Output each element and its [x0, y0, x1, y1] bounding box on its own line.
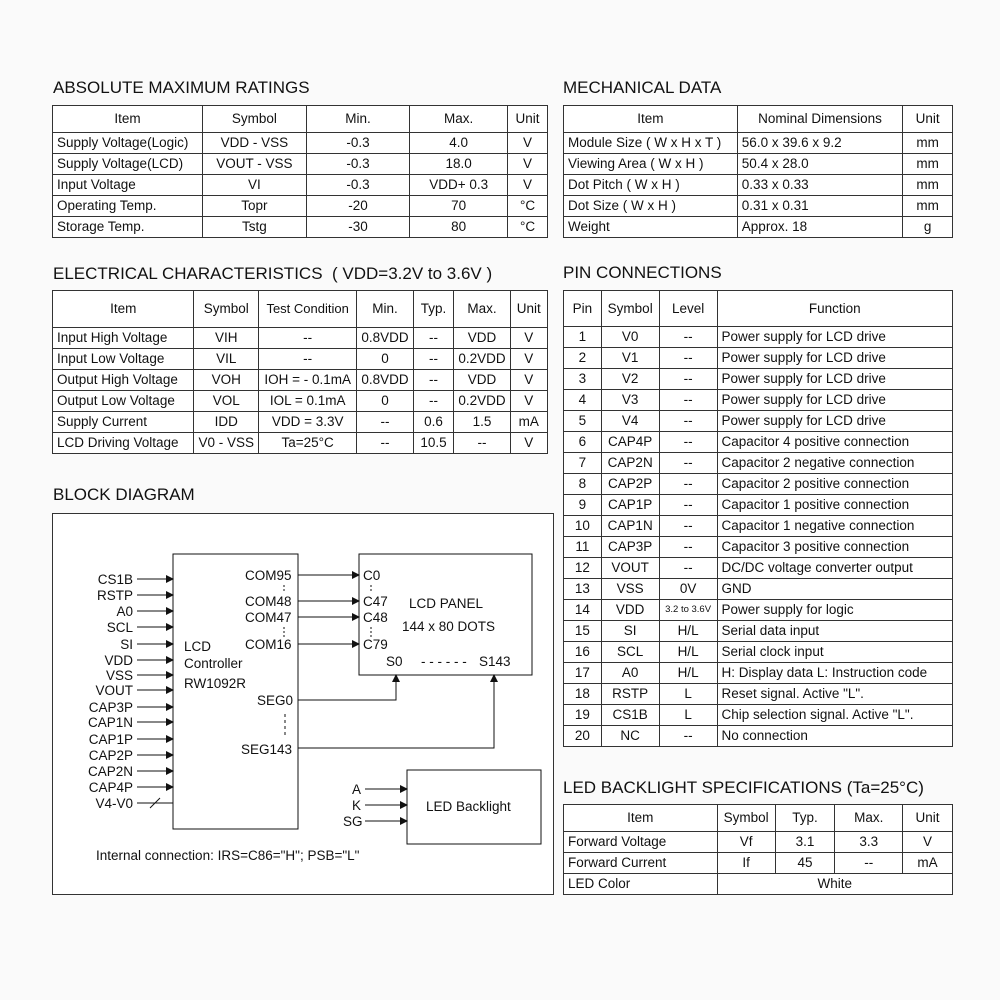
table-row	[564, 432, 953, 453]
cell: IOL = 0.1mA	[258, 391, 356, 412]
cell: 5	[564, 411, 602, 432]
cell: Vf	[717, 832, 775, 853]
cell: Viewing Area ( W x H )	[564, 154, 738, 175]
cell: VDD	[601, 600, 659, 621]
cell: 0V	[659, 579, 717, 600]
cell: Capacitor 1 positive connection	[717, 495, 952, 516]
cell: 15	[564, 621, 602, 642]
cell: No connection	[717, 726, 952, 747]
cell: RSTP	[601, 684, 659, 705]
cell: V	[510, 433, 547, 454]
cell: Power supply for LCD drive	[717, 369, 952, 390]
header-item: Item	[53, 106, 203, 133]
cell: Chip selection signal. Active "L".	[717, 705, 952, 726]
header-unit: Unit	[903, 106, 953, 133]
input-label-cap2n: CAP2N	[87, 764, 133, 779]
backlight-table	[563, 804, 953, 895]
header-min: Min.	[357, 291, 413, 328]
cell: 2	[564, 348, 602, 369]
table-row	[564, 579, 953, 600]
table-row	[564, 369, 953, 390]
header-max: Max.	[410, 106, 508, 133]
input-label-cap1p: CAP1P	[88, 732, 133, 747]
cell: 0.33 x 0.33	[737, 175, 902, 196]
cell: 11	[564, 537, 602, 558]
cell: H/L	[659, 621, 717, 642]
cell: V	[508, 154, 548, 175]
table-row	[53, 328, 548, 349]
header-item: Item	[564, 106, 738, 133]
cell: CAP2P	[601, 474, 659, 495]
cell: 0.31 x 0.31	[737, 196, 902, 217]
electrical-title-wrap	[53, 264, 492, 284]
cell: CAP1N	[601, 516, 659, 537]
com16-label: COM16	[245, 637, 292, 652]
cell: 45	[775, 853, 835, 874]
cell: Capacitor 2 positive connection	[717, 474, 952, 495]
cell: 0.8VDD	[357, 370, 413, 391]
cell: V	[510, 391, 547, 412]
cell: 3.2 to 3.6V	[659, 600, 717, 621]
backlight-pin-k: K	[352, 798, 362, 813]
cell: --	[659, 474, 717, 495]
cell: 14	[564, 600, 602, 621]
table-row	[564, 558, 953, 579]
cell: 13	[564, 579, 602, 600]
cell: mm	[903, 196, 953, 217]
input-signals	[88, 572, 173, 811]
table-header-row	[564, 805, 953, 832]
cell: CAP4P	[601, 432, 659, 453]
cell: CAP2N	[601, 453, 659, 474]
table-row	[564, 196, 953, 217]
cell: Power supply for LCD drive	[717, 411, 952, 432]
cell: 20	[564, 726, 602, 747]
led-backlight-label: LED Backlight	[426, 799, 511, 814]
table-header-row	[53, 291, 548, 328]
cell: V2	[601, 369, 659, 390]
header-item: Item	[53, 291, 194, 328]
header-min: Min.	[306, 106, 409, 133]
cell: Supply Voltage(LCD)	[53, 154, 203, 175]
cell: 9	[564, 495, 602, 516]
cell: Module Size ( W x H x T )	[564, 133, 738, 154]
table-row	[53, 175, 548, 196]
cell: V3	[601, 390, 659, 411]
header-unit: Unit	[903, 805, 953, 832]
input-label-a0: A0	[116, 604, 133, 619]
input-label-cap2p: CAP2P	[88, 748, 133, 763]
input-label-vdd: VDD	[104, 653, 133, 668]
panel-title: LCD PANEL	[409, 596, 484, 611]
cell: VSS	[601, 579, 659, 600]
cell: --	[659, 495, 717, 516]
table-row	[564, 175, 953, 196]
cell: Approx. 18	[737, 217, 902, 238]
cell: VOUT - VSS	[202, 154, 306, 175]
cell: VI	[202, 175, 306, 196]
table-row	[53, 370, 548, 391]
abs-max-table	[52, 105, 548, 238]
backlight-title: LED BACKLIGHT SPECIFICATIONS (Ta=25°C)	[563, 778, 924, 797]
table-row	[564, 133, 953, 154]
cell: If	[717, 853, 775, 874]
cell: SI	[601, 621, 659, 642]
cell: V4	[601, 411, 659, 432]
cell: 10	[564, 516, 602, 537]
table-row	[564, 411, 953, 432]
cell: Reset signal. Active "L".	[717, 684, 952, 705]
cell: 0.6	[413, 412, 454, 433]
cell: 6	[564, 432, 602, 453]
input-label-cap1n: CAP1N	[87, 715, 133, 730]
seg143-label: SEG143	[241, 742, 293, 757]
backlight-pin-sg: SG	[343, 814, 363, 829]
cell: Serial clock input	[717, 642, 952, 663]
pins-table	[563, 290, 953, 747]
table-row	[564, 453, 953, 474]
cell: 8	[564, 474, 602, 495]
table-row	[564, 327, 953, 348]
cell: 56.0 x 39.6 x 9.2	[737, 133, 902, 154]
cell: Weight	[564, 217, 738, 238]
cell: VIH	[194, 328, 259, 349]
cell: 70	[410, 196, 508, 217]
cell: --	[258, 349, 356, 370]
cell: --	[659, 453, 717, 474]
cell: H: Display data L: Instruction code	[717, 663, 952, 684]
table-header-row	[564, 106, 953, 133]
cell: Dot Size ( W x H )	[564, 196, 738, 217]
cell: IOH = - 0.1mA	[258, 370, 356, 391]
cell: Topr	[202, 196, 306, 217]
cell: V	[510, 370, 547, 391]
cell: CAP1P	[601, 495, 659, 516]
input-label-vout: VOUT	[95, 683, 133, 698]
cell: 16	[564, 642, 602, 663]
cell: 10.5	[413, 433, 454, 454]
cell: 0	[357, 391, 413, 412]
cell: 19	[564, 705, 602, 726]
cell: LED Color	[564, 874, 718, 895]
table-row	[53, 217, 548, 238]
controller-label-3: RW1092R	[184, 676, 247, 691]
cell: °C	[508, 217, 548, 238]
cell: LCD Driving Voltage	[53, 433, 194, 454]
panel-dots-count: 144 x 80 DOTS	[402, 619, 496, 634]
cell: 0.2VDD	[454, 349, 510, 370]
cell: Capacitor 3 positive connection	[717, 537, 952, 558]
table-row	[564, 537, 953, 558]
com48-label: COM48	[245, 594, 292, 609]
table-row	[564, 853, 953, 874]
cell: NC	[601, 726, 659, 747]
electrical-title: ELECTRICAL CHARACTERISTICS	[53, 264, 323, 283]
cell: --	[659, 537, 717, 558]
table-row	[564, 663, 953, 684]
table-header-row	[564, 291, 953, 327]
cell: --	[659, 516, 717, 537]
cell: --	[357, 412, 413, 433]
cell: --	[413, 370, 454, 391]
cell: Input High Voltage	[53, 328, 194, 349]
table-row	[564, 154, 953, 175]
cell: V0	[601, 327, 659, 348]
cell: VOH	[194, 370, 259, 391]
table-row	[564, 684, 953, 705]
cell: 4	[564, 390, 602, 411]
header-typ: Typ.	[775, 805, 835, 832]
cell: V	[903, 832, 953, 853]
cell: Tstg	[202, 217, 306, 238]
cell: V	[510, 349, 547, 370]
table-row	[53, 154, 548, 175]
cell: mA	[903, 853, 953, 874]
cell: --	[454, 433, 510, 454]
block-diagram	[52, 513, 554, 895]
cell: VOL	[194, 391, 259, 412]
cell: L	[659, 705, 717, 726]
table-row	[53, 433, 548, 454]
cell: V0 - VSS	[194, 433, 259, 454]
table-row	[564, 516, 953, 537]
cell: Output Low Voltage	[53, 391, 194, 412]
table-row	[53, 133, 548, 154]
cell: VOUT	[601, 558, 659, 579]
com95-label: COM95	[245, 568, 292, 583]
cell: 3.3	[835, 832, 903, 853]
header-max: Max.	[454, 291, 510, 328]
internal-connection-note: Internal connection: IRS=C86="H"; PSB="L"	[96, 848, 360, 863]
block-title: BLOCK DIAGRAM	[53, 485, 195, 504]
cell: 1.5	[454, 412, 510, 433]
cell: --	[659, 327, 717, 348]
cell: °C	[508, 196, 548, 217]
block-diagram-svg	[53, 514, 553, 894]
cell: -30	[306, 217, 409, 238]
table-row	[564, 474, 953, 495]
cell: --	[659, 411, 717, 432]
cell: 0.2VDD	[454, 391, 510, 412]
cell: 3.1	[775, 832, 835, 853]
cell: --	[835, 853, 903, 874]
cell: 18	[564, 684, 602, 705]
cell: --	[258, 328, 356, 349]
cell: --	[413, 349, 454, 370]
cell: mm	[903, 175, 953, 196]
cell: 0.8VDD	[357, 328, 413, 349]
header-symbol: Symbol	[202, 106, 306, 133]
input-label-rstp: RSTP	[96, 588, 133, 603]
panel-c0: C0	[363, 568, 381, 583]
cell: H/L	[659, 663, 717, 684]
table-row	[564, 600, 953, 621]
cell: Supply Voltage(Logic)	[53, 133, 203, 154]
cell: Power supply for LCD drive	[717, 348, 952, 369]
input-label-vss: VSS	[105, 668, 133, 683]
cell: VDD - VSS	[202, 133, 306, 154]
cell: 12	[564, 558, 602, 579]
cell: -0.3	[306, 154, 409, 175]
cell: g	[903, 217, 953, 238]
cell: Forward Current	[564, 853, 718, 874]
com47-label: COM47	[245, 610, 292, 625]
cell: IDD	[194, 412, 259, 433]
cell: H/L	[659, 642, 717, 663]
cell: mA	[510, 412, 547, 433]
cell: 50.4 x 28.0	[737, 154, 902, 175]
table-row	[564, 390, 953, 411]
panel-s0: S0	[386, 654, 403, 669]
cell: VDD	[454, 370, 510, 391]
cell: Power supply for logic	[717, 600, 952, 621]
table-header-row	[53, 106, 548, 133]
header-symbol: Symbol	[717, 805, 775, 832]
cell: -0.3	[306, 175, 409, 196]
backlight-pin-a: A	[352, 782, 362, 797]
cell: 0	[357, 349, 413, 370]
cell: --	[413, 328, 454, 349]
table-row	[53, 391, 548, 412]
electrical-condition: ( VDD=3.2V to 3.6V )	[331, 264, 493, 283]
table-row	[564, 348, 953, 369]
cell: 7	[564, 453, 602, 474]
cell: --	[413, 391, 454, 412]
cell: mm	[903, 133, 953, 154]
cell: Operating Temp.	[53, 196, 203, 217]
panel-c47: C47	[363, 594, 388, 609]
cell: CAP3P	[601, 537, 659, 558]
header-test-condition: Test Condition	[258, 291, 356, 328]
cell: VDD	[454, 328, 510, 349]
cell: L	[659, 684, 717, 705]
mechanical-title: MECHANICAL DATA	[563, 78, 722, 97]
input-label-cap3p: CAP3P	[88, 700, 133, 715]
cell: SCL	[601, 642, 659, 663]
cell: Storage Temp.	[53, 217, 203, 238]
pins-table-body	[564, 327, 953, 747]
table-row	[564, 642, 953, 663]
controller-label-2: Controller	[184, 656, 243, 671]
cell: --	[659, 390, 717, 411]
mechanical-table	[563, 105, 953, 238]
cell: Power supply for LCD drive	[717, 390, 952, 411]
cell: VDD = 3.3V	[258, 412, 356, 433]
seg0-label: SEG0	[257, 693, 294, 708]
cell: V	[508, 175, 548, 196]
panel-c48: C48	[363, 610, 388, 625]
cell: 1	[564, 327, 602, 348]
cell: --	[357, 433, 413, 454]
cell: Forward Voltage	[564, 832, 718, 853]
cell: White	[717, 874, 952, 895]
header-symbol: Symbol	[601, 291, 659, 327]
cell: mm	[903, 154, 953, 175]
cell: DC/DC voltage converter output	[717, 558, 952, 579]
electrical-table	[52, 290, 548, 454]
cell: Capacitor 4 positive connection	[717, 432, 952, 453]
header-function: Function	[717, 291, 952, 327]
cell: VDD+ 0.3	[410, 175, 508, 196]
cell: -20	[306, 196, 409, 217]
table-row	[53, 412, 548, 433]
header-item: Item	[564, 805, 718, 832]
header-unit: Unit	[508, 106, 548, 133]
header-level: Level	[659, 291, 717, 327]
table-row	[564, 705, 953, 726]
table-row	[564, 621, 953, 642]
header-nominal-dimensions: Nominal Dimensions	[737, 106, 902, 133]
cell: GND	[717, 579, 952, 600]
cell: --	[659, 348, 717, 369]
input-label-v4-v0: V4-V0	[95, 796, 133, 811]
cell: Capacitor 2 negative connection	[717, 453, 952, 474]
cell: VIL	[194, 349, 259, 370]
table-row	[53, 196, 548, 217]
cell: 17	[564, 663, 602, 684]
header-max: Max.	[835, 805, 903, 832]
cell: 80	[410, 217, 508, 238]
cell: Input Voltage	[53, 175, 203, 196]
cell: CS1B	[601, 705, 659, 726]
abs-max-title: ABSOLUTE MAXIMUM RATINGS	[53, 78, 310, 97]
panel-dash: - - - - - -	[421, 654, 467, 669]
cell: Power supply for LCD drive	[717, 327, 952, 348]
cell: Dot Pitch ( W x H )	[564, 175, 738, 196]
panel-c79: C79	[363, 637, 388, 652]
header-unit: Unit	[510, 291, 547, 328]
input-label-si: SI	[120, 637, 133, 652]
table-row	[564, 874, 953, 895]
cell: -0.3	[306, 133, 409, 154]
cell: Output High Voltage	[53, 370, 194, 391]
cell: --	[659, 726, 717, 747]
seg0-arrow	[298, 675, 396, 700]
cell: V1	[601, 348, 659, 369]
cell: 4.0	[410, 133, 508, 154]
table-row	[564, 495, 953, 516]
input-label-cap4p: CAP4P	[88, 780, 133, 795]
pins-title: PIN CONNECTIONS	[563, 263, 722, 282]
header-pin: Pin	[564, 291, 602, 327]
cell: Ta=25°C	[258, 433, 356, 454]
header-symbol: Symbol	[194, 291, 259, 328]
table-row	[564, 726, 953, 747]
cell: Capacitor 1 negative connection	[717, 516, 952, 537]
cell: --	[659, 369, 717, 390]
input-label-scl: SCL	[106, 620, 133, 635]
cell: Serial data input	[717, 621, 952, 642]
cell: 3	[564, 369, 602, 390]
cell: Supply Current	[53, 412, 194, 433]
table-row	[564, 217, 953, 238]
cell: --	[659, 558, 717, 579]
header-typ: Typ.	[413, 291, 454, 328]
table-row	[564, 832, 953, 853]
panel-s143: S143	[479, 654, 511, 669]
cell: A0	[601, 663, 659, 684]
cell: --	[659, 432, 717, 453]
controller-label-1: LCD	[184, 639, 212, 654]
cell: V	[510, 328, 547, 349]
cell: Input Low Voltage	[53, 349, 194, 370]
input-label-cs1b: CS1B	[97, 572, 133, 587]
cell: V	[508, 133, 548, 154]
table-row	[53, 349, 548, 370]
cell: 18.0	[410, 154, 508, 175]
